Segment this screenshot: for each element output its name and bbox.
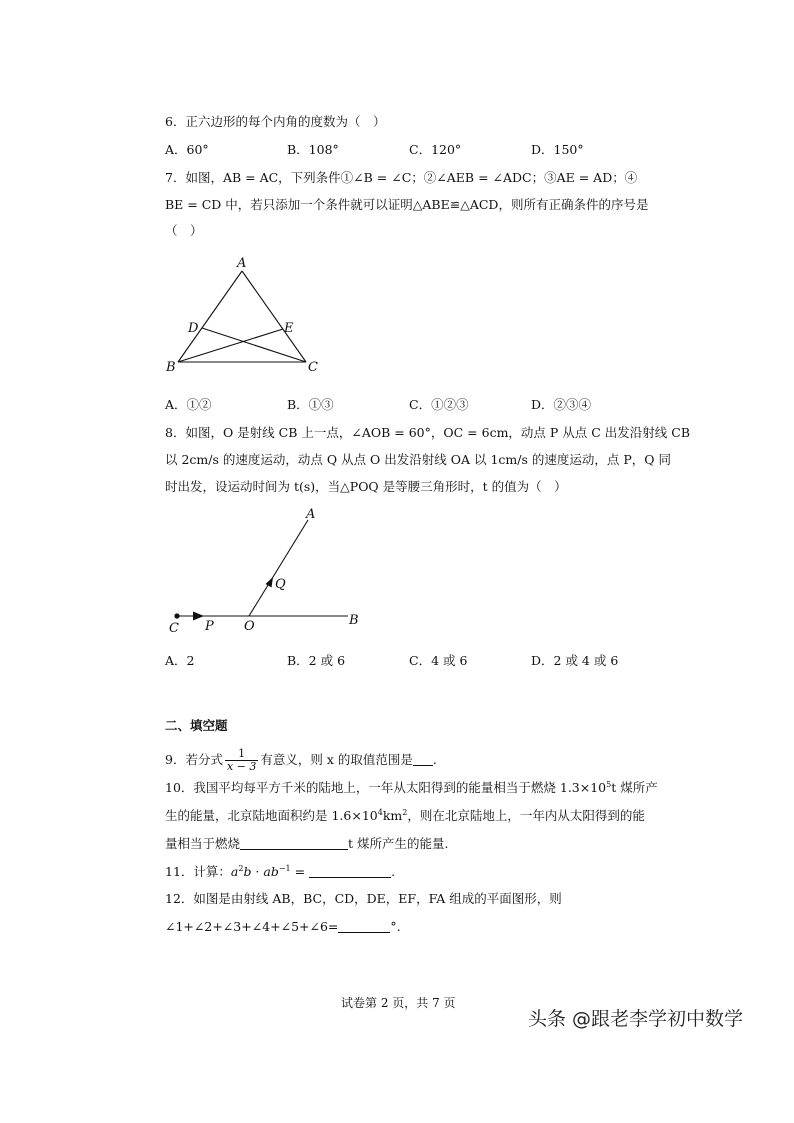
- q7-option-c: C．①②③: [409, 397, 469, 412]
- q9-line: [165, 748, 437, 773]
- q10-line2-text: 生的能量，北京陆地面积约是 1.6×10: [165, 808, 378, 823]
- watermark: 头条 @跟老李学初中数学: [528, 1008, 744, 1030]
- segment-ab: [178, 271, 242, 362]
- q10-line3-tail: t 煤所产生的能量.: [348, 836, 449, 851]
- label-b: B: [349, 613, 359, 628]
- q8-option-b: B．2 或 6: [287, 653, 346, 668]
- label-c: C: [169, 621, 179, 636]
- q12-answer-blank[interactable]: [338, 920, 390, 933]
- page-footer: 试卷第 2 页，共 7 页: [341, 996, 456, 1010]
- q10-answer-blank[interactable]: [240, 837, 348, 850]
- q7-line2: BE = CD 中，若只添加一个条件就可以证明△ABE≌△ACD，则所有正确条件的序号是: [165, 197, 649, 212]
- q9-prefix: 9．若分式: [165, 752, 223, 767]
- q7-triangle-figure: [160, 252, 330, 377]
- q8-line3: 时出发，设运动时间为 t(s)，当△POQ 是等腰三角形时，t 的值为（ ）: [165, 479, 567, 494]
- q7-option-a: A．①②: [165, 397, 212, 412]
- label-c: C: [308, 360, 318, 375]
- q10-line3: [165, 836, 449, 852]
- q11-exponent-2: −1: [278, 864, 291, 873]
- q10-line2-tail: ，则在北京陆地上，一年内从太阳得到的能: [407, 808, 645, 823]
- section-title-fill-in: 二、填空题: [165, 718, 228, 733]
- q11-prefix: 11．计算：: [165, 864, 231, 879]
- q12-line2-text: ∠1+∠2+∠3+∠4+∠5+∠6=: [165, 919, 339, 934]
- q8-option-a: A．2: [165, 653, 195, 668]
- q11-end: .: [391, 864, 396, 879]
- q10-exponent-2: 4: [377, 808, 383, 817]
- q10-line1: [165, 780, 658, 796]
- q6-option-d: D．150°: [531, 142, 584, 157]
- q7-option-d: D．②③④: [531, 397, 592, 412]
- q8-line1: 8．如图，O 是射线 CB 上一点，∠AOB = 60°，OC = 6cm，动点 P 从点 C 出发沿射线 CB: [165, 425, 691, 440]
- label-a: A: [306, 507, 316, 522]
- q10-line3-text: 量相当于燃烧: [165, 836, 241, 851]
- q8-option-c: C．4 或 6: [409, 653, 468, 668]
- q12-line1: 12．如图是由射线 AB，BC，CD，DE，EF，FA 组成的平面图形，则: [165, 891, 562, 906]
- q10-line1-tail: t 煤所产: [611, 780, 658, 795]
- q9-frac-denominator: x − 3: [226, 760, 257, 773]
- label-e: E: [284, 321, 294, 336]
- q10-exponent-3: 2: [402, 808, 408, 817]
- q11-equals: =: [290, 864, 310, 879]
- label-p: P: [205, 619, 214, 634]
- q8-ray-figure: [160, 500, 380, 640]
- q11-line: [165, 864, 395, 880]
- label-a: A: [237, 256, 247, 271]
- q11-answer-blank[interactable]: [309, 865, 391, 878]
- q7-line1: 7．如图，AB = AC，下列条件①∠B = ∠C；②∠AEB = ∠ADC；③AE = AD；④: [165, 170, 638, 185]
- q6-option-c: C．120°: [409, 142, 462, 157]
- q9-fraction: [225, 748, 258, 773]
- q12-degree-end: °.: [390, 919, 401, 934]
- q11-exponent-1: 2: [238, 864, 244, 873]
- q11-expr-mid: b · ab: [243, 864, 279, 879]
- label-q: Q: [275, 577, 286, 592]
- q9-suffix: 有意义，则 x 的取值范围是: [260, 752, 413, 767]
- q11-expr-a: a: [230, 864, 239, 879]
- q10-line1-text: 10．我国平均每平方千米的陆地上，一年从太阳得到的能量相当于燃烧 1.3×10: [165, 780, 607, 795]
- q9-end: .: [432, 752, 437, 767]
- q10-unit-km: km: [382, 808, 403, 823]
- q6-text: 6．正六边形的每个内角的度数为（ ）: [165, 114, 386, 129]
- q6-option-a: A．60°: [165, 142, 209, 157]
- q10-exponent-1: 5: [606, 780, 612, 789]
- q9-answer-blank[interactable]: [413, 753, 433, 766]
- q7-option-b: B．①③: [287, 397, 334, 412]
- q10-line2: [165, 808, 645, 824]
- arrow-p-icon: [193, 612, 204, 621]
- q9-frac-numerator: 1: [225, 748, 258, 761]
- q8-line2: 以 2cm/s 的速度运动，动点 Q 从点 O 出发沿射线 OA 以 1cm/s 的速度运动，点 P，Q 同: [165, 452, 671, 467]
- label-b: B: [166, 360, 176, 375]
- q6-option-b: B．108°: [287, 142, 339, 157]
- ray-oa: [249, 520, 308, 616]
- q12-line2: [165, 919, 401, 935]
- q8-option-d: D．2 或 4 或 6: [531, 653, 619, 668]
- point-c: [174, 613, 179, 618]
- segment-ac: [242, 271, 306, 362]
- q7-line3: （ ）: [165, 223, 203, 238]
- arrow-q-icon: [266, 577, 274, 588]
- label-d: D: [188, 321, 199, 336]
- label-o: O: [244, 619, 255, 634]
